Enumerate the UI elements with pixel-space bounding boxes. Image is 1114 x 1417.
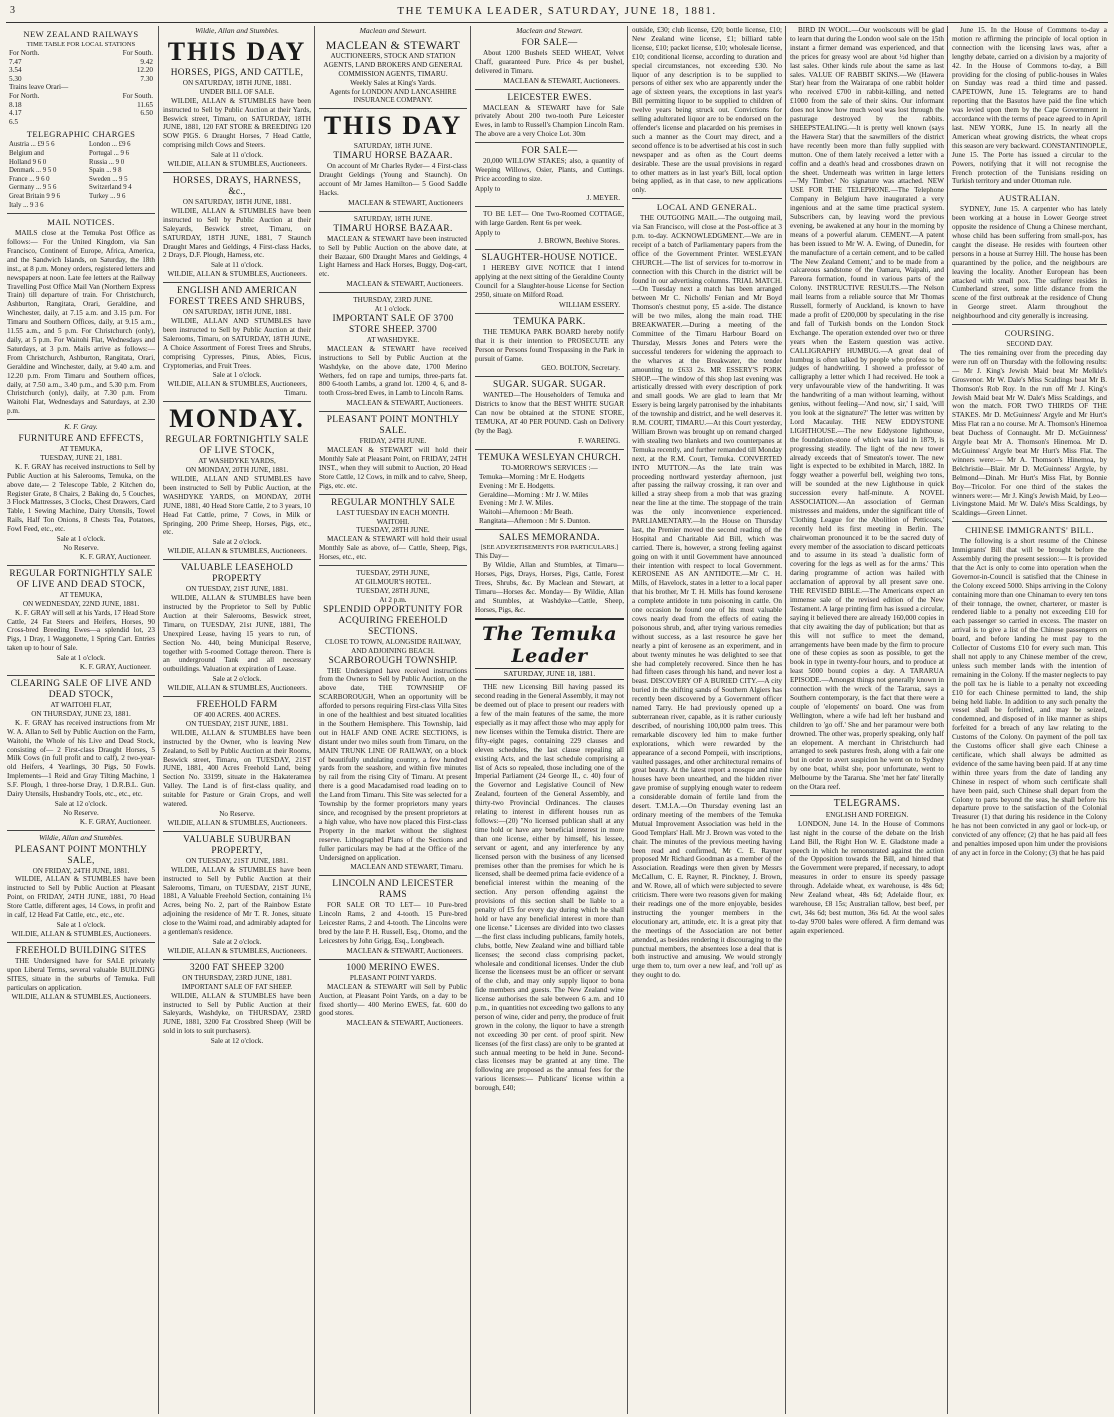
- divider: [952, 324, 1107, 325]
- chinese-bill-title: CHINESE IMMIGRANTS' BILL.: [965, 525, 1094, 536]
- table-row: [7, 101, 155, 110]
- telegrams-continued: June 15. In the House of Commons to-day a motion re affirming the principle of local option in connection with the licensing laws was, after a lengthy debate, carried on a division by a majority of 42. In the House of Commons to-day, a Bill providing for the closing of public-houses in Wales on Sunday was read a third time and passed. CAPETOWN, June 15. Telegrams are to hand reporting that the Basutos have paid the fine which was levied upon them by the Cape Government in accordance with the terms of peace agreed to in April last. NEW YORK, June 15. In nearly all the American wheat growing districts, the wheat crops this season are very backward. CONSTANTINOPLE, June 15. The Porte has issued a circular to the Powers, notifying that it will not recognise the French protection of the Tunisians residing on Turkish territory and under Ottoman rule.: [952, 26, 1107, 186]
- ad-text: On account of Mr Charles Ryder— 4 First-class Draught Geldings (Young and Staunch). On account of Mr James Hamilton— 5 Good Saddle Hacks.: [319, 162, 467, 197]
- table-row: [7, 202, 155, 211]
- page-number: 3: [10, 5, 17, 16]
- divider: [163, 696, 311, 697]
- ad-date: FRIDAY, 24TH JUNE.: [359, 437, 427, 446]
- ad-text: MACLEAN & STEWART will Sell by Public Auction, at Pleasant Point Yards, on a day to be fixed shortly— 400 Merino EWES, fat. 600 do good stores.: [319, 982, 467, 1018]
- mail-title: MAIL NOTICES.: [47, 217, 115, 228]
- table-cell: Denmark ... 9 5 0: [9, 167, 57, 175]
- ad-text: MACLEAN & STEWART have been instructed to Sell by Public Auction on the above date, at their Bazaar, 600 Draught Mares and Geldings, 4 Light Harness and Hack Horses, Buggy, Dog-cart, etc.: [319, 234, 467, 279]
- masthead-rule: [6, 22, 1108, 23]
- table-row: [7, 176, 155, 185]
- ad-title: HORSES, DRAYS, HARNESS, &c.,: [172, 175, 302, 197]
- ad-text: WILDIE, ALLAN & STUMBLES have been instructed to Sell by Public Auction at Pleasant Point, on FRIDAY, 24TH JUNE, 1881, 70 Head Store Cattle, different ages, 14 Cows, in profit and in calf, 12 Head Fat Cattle, etc., etc., etc.: [7, 875, 155, 920]
- table-row: [7, 66, 155, 75]
- ad-text: K. F. GRAY has received instructions to Sell by Public Auction at his Salerooms, Temuka, on the above date,— 2 Telescope Table, 2 Kitchen do, Register Grate, 8 Chairs, 2 Baking do, 5 Couches, 3 Flock Mattresses, 3 Clocks, Chest Drawers, Card Table, 1 Sewing Machine, Dairy Utensils, Towel Rails, Half Ton Onions, 8 Chests Tea, Potatoes, Fowl Feed, etc., etc.: [7, 462, 155, 534]
- ad-subtitle: CLOSE TO TOWN, ALONGSIDE RAILWAY, AND ADJOINING BEACH.: [325, 637, 461, 655]
- editorial-continued: outside, £30; club license, £20; bottle license, £10; New Zealand wine license, £1; billiard table license, £10; packet license, £10; wholesale license, £10; conditional license, according to duration and special circumstances, not exceeding £30. No liquor of any description is to be supplied to persons of either sex who are apparently under the age of sixteen years, the exceptions in last year's Bill permitting liquor to be supplied to children of twelve years being struck out. Convictions for selling adulterated liquor are to be endorsed on the offender's license and placarded on his premises in such a manner as the Court may direct, and a second offence is to be advertised at his cost in such newspaper and as often as the Court deems desirable. These are the usual provisions in regard to other matters as in last year's Bill, local option being applied, as in that case, to new applications only.: [632, 26, 782, 195]
- divider: [7, 213, 155, 214]
- ad-reserve: No Reserve.: [63, 544, 99, 552]
- table-cell: 3.54: [9, 66, 22, 75]
- ad-location: AT WASHDYKE YARDS,: [198, 457, 276, 466]
- table-cell: London ... £9 6: [89, 141, 131, 149]
- column-rule: [947, 26, 948, 1414]
- divider: [632, 198, 782, 199]
- divider: [475, 313, 624, 314]
- table-cell: Portugal ... 9 6: [89, 149, 130, 157]
- ad-title: SCARBOROUGH TOWNSHIP.: [328, 655, 458, 666]
- column-6: [787, 26, 947, 1414]
- divider: [952, 521, 1107, 522]
- table-cell: Trains leave Orari—: [9, 83, 69, 92]
- table-cell: France ... 9 6 0: [9, 175, 50, 183]
- divider: [163, 282, 311, 283]
- ad-text: K. F. GRAY has received instructions from Mr W. A. Allan to Sell by Public Auction on the Farm, Waitohi, the Whole of his Live and Dead Stock, consisting of— 2 First-class Draught Horses, 5 Milk Cows (in full profit and to calf), 2 two-year-old Heifers, 4 Yearlings, 30 Pigs, 50 Fowls. Implements—1 Reid and Gray Tilting Machine, 1 S.F. Plough, 1 three-horse Dray, 1 D.R.B.L. Gun. Dairy Utensils, Husbandry Tools, etc., etc., etc.: [7, 718, 155, 799]
- auctioneer-heading: Wildie, Allan and Stumbles.: [194, 26, 280, 35]
- ad-signature: GEO. BOLTON, Secretary.: [541, 364, 620, 373]
- table-cell: For South.: [122, 49, 153, 57]
- table-row: [7, 58, 155, 67]
- ad-text: MACLEAN & STEWART will hold their Monthly Sale at Pleasant Point, on FRIDAY, 24TH INST., when they will submit to Auction, 20 Head Store Cattle, 12 Cows, in milk and to calve, Sheep, Pigs, etc. etc.: [319, 446, 467, 490]
- ad-signature: F. WAREING.: [578, 436, 620, 445]
- ad-text: WILDIE, ALLAN & STUMBLES have been instructed by the Proprietor to Sell by Public Auction at their Salerooms, Beswick street, Timaru, on TUESDAY, 21st JUNE, 1881, The Unexpired Lease, having 15 years to run, of Section No. 440, being Municipal Reserve, together with 5-roomed Cottage thereon. There is an underground Tank and all necessary outbuildings. Valuation at expiration of Lease.: [163, 594, 311, 674]
- ad-signature: MACLEAN & STEWART, Auctioneers.: [346, 399, 463, 408]
- divider: [319, 292, 467, 293]
- divider: [7, 830, 155, 831]
- telegraphic-charges-table: [7, 141, 155, 210]
- ad-text: WILDIE, ALLAN & STUMBLES have been instructed to Sell by Public Auction at their Saleyards, Washdyke, on THURSDAY, 23RD JUNE, 1881, 3200 Fat Crossbred Sheep (Will be sold in lots to suit purchasers).: [163, 991, 311, 1036]
- ad-date: SATURDAY, 18TH JUNE.: [353, 214, 433, 223]
- ad-date: SATURDAY, 18TH JUNE.: [353, 142, 433, 151]
- table-row: [7, 159, 155, 168]
- ad-text: Weekly Sales at King's Yards.: [350, 78, 436, 87]
- ad-title: SPLENDID OPPORTUNITY FOR ACQUIRING FREEHOLD SECTIONS.: [323, 604, 463, 637]
- ad-date: TUESDAY, 28TH JUNE.: [356, 526, 430, 535]
- ad-signature: J. MEYER.: [586, 193, 620, 202]
- ad-title: HORSES, PIGS, AND CATTLE,: [170, 67, 304, 78]
- divider: [475, 142, 624, 143]
- ad-text: MACLEAN & STEWART will hold their usual Monthly Sale as above, of— Cattle, Sheep, Pigs, Horses, etc., etc.: [319, 535, 467, 562]
- table-cell: Turkey ... 9 6: [89, 192, 126, 200]
- ad-location: AT WAITOHI FLAT,: [50, 700, 112, 709]
- divider: [319, 565, 467, 566]
- ad-date: ON TUESDAY, 21ST JUNE, 1881.: [185, 585, 289, 594]
- column-rule: [785, 26, 786, 1414]
- ad-date: TUESDAY, JUNE 21, 1881.: [40, 453, 122, 462]
- table-cell: Austria ... £9 5 6: [9, 141, 55, 149]
- ad-signature: K. F. GRAY, Auctioneer.: [79, 552, 151, 561]
- table-row: [7, 92, 155, 101]
- divider: [7, 419, 155, 420]
- ad-text: WILDIE, ALLAN & STUMBLES have been instructed to Sell by Public Auction at their Saleyards, Beswick street, Timaru, on SATURDAY, 18TH JUNE, 1881, 7 Staunch Draught Mares and Geldings, 4 First-class Hacks, 2 Drays, D.F. Plough, Harness, etc.: [163, 206, 311, 260]
- ad-sale-time: Sale at 11 o'clock.: [210, 151, 264, 160]
- ad-text: I HEREBY GIVE NOTICE that I intend applying at the next sitting of the Geraldine County Council for a Slaughter-house License for Section 2950, situate on Milford Road.: [475, 264, 624, 300]
- table-cell: 6.5: [9, 117, 18, 126]
- ad-text: WILDIE, ALLAN AND STUMBLES have been instructed to Sell by Public Auction, at the WASHDYKE YARDS, on MONDAY, 20TH JUNE, 1881, 40 Head Store Cattle, 2 to 3 years, 10 Head Fat Cattle, prime, 7 Cows, in Milk or Springing, 200 Prime Sheep, Horses, Pigs, etc., etc.: [163, 475, 311, 537]
- ad-text: WILDIE, ALLAN & STUMBLES have been instructed to Sell by Public Auction at their Salerooms, Timaru, on TUESDAY, 21ST JUNE, 1881, A Valuable Freehold Section, containing 1¼ Acres, being No. 2, part of the Rainbow Estate adjoining the residence of Mr T. R. Jones, situate close to the Waimi road, and admirably adapted for a gentleman's residence.: [163, 865, 311, 937]
- ad-sale-time: Sale at 1 o'clock.: [56, 535, 106, 544]
- ad-date: ON SATURDAY, 18TH JUNE, 1881.: [182, 197, 292, 206]
- table-cell: 4.17: [9, 109, 22, 118]
- ad-signature: WILDIE, ALLAN & STUMBLES, Auctioneers.: [167, 547, 307, 556]
- ad-date: ON THURSDAY, 23RD JUNE, 1881.: [182, 973, 292, 982]
- ad-text: THE Undersigned have for SALE privately upon Liberal Terms, several valuable BUILDING SITES, situate in the suburbs of Temuka. Full particulars on application.: [7, 956, 155, 992]
- local-general-title: LOCAL AND GENERAL.: [656, 202, 758, 213]
- table-row: [7, 49, 155, 58]
- column-4: [472, 26, 627, 1414]
- ad-text: WILDIE, ALLAN AND STUMBLES have been instructed to Sell by Public Auction at their Salerooms, Timaru, on SATURDAY, 18TH JUNE, A Choice Assortment of Forest Trees and Shrubs, comprising Cypresses, Pinus, Abies, Ficus, Cryptomerias, and Fruit Trees.: [163, 317, 311, 370]
- table-cell: 7.30: [140, 74, 153, 83]
- ad-title: CLEARING SALE OF LIVE AND DEAD STOCK,: [10, 678, 152, 700]
- memo-text: By Wildie, Allan and Stumbles, at Timaru—Horses, Pigs, Drays, Horses, Pigs, Cattle, Forest Trees, Shrubs, &c. By Maclean and Stewart, at Timaru—Horses &c. Monday— By Wildie, Allan and Stumbles, at Washdyke—Cattle, Sheep, Horses, Pigs, &c.: [475, 561, 624, 614]
- divider: [475, 249, 624, 250]
- ad-date: ON SATURDAY, 18TH JUNE, 1881.: [182, 308, 292, 317]
- australian-title: AUSTRALIAN.: [998, 193, 1061, 204]
- ad-text: K. F. GRAY will sell at his Yards, 17 Head Store Cattle, 24 Fat Steers and Heifers, Horses, 90 Cross-bred Breeding Ewes—a splendid lot, 23 Pigs, 1 Dray, 1 Waggonette, 1 Spring Cart. Entries taken up to hour of Sale.: [7, 608, 155, 653]
- railway-timetable: [7, 49, 155, 126]
- divider: [475, 618, 624, 620]
- ad-title: ENGLISH AND AMERICAN FOREST TREES AND SHRUBS,: [168, 286, 306, 308]
- ad-sale-time: Sale at 1 o'clock.: [56, 921, 106, 929]
- divider: [7, 675, 155, 676]
- ad-title: 3200 FAT SHEEP 3200: [189, 962, 285, 973]
- auctioneer-heading: Maclean and Stewart.: [516, 26, 583, 35]
- coursing-title: COURSING.: [1004, 328, 1055, 339]
- ad-signature: MACLEAN & STEWART, Auctioneers.: [346, 280, 463, 289]
- list-item: Temuka—Morning : Mr E. Hodgetts: [479, 472, 585, 481]
- mail-notice: [7, 229, 155, 416]
- ad-subtitle: UNDER BILL OF SALE.: [199, 87, 275, 96]
- telegrams-text: LONDON, June 14. In the House of Commons last night in the course of the debate on the Irish Land Bill, the Right Hon W. E. Gladstone made a speech in which he remonstrated against the action of the Opposition towards the Bill, and hinted that the Government were prepared, if necessary, to adopt measures in order to ensure its speedy passage through. Adelaide wheat, ex warehouse, is 48s 6d; New Zealand wheat, 48s 6d; Adelaide flour, ex warehouse, £8 15s; Australian tallow, best beef, per cwt, 34s 6d; best mutton, 36s 6d. At the wool sales to-day 9700 bales were offered. A firm demand was again experienced.: [790, 819, 944, 935]
- newspaper-nameplate: The Temuka Leader: [481, 622, 618, 667]
- ad-title: SUGAR. SUGAR. SUGAR.: [492, 380, 607, 391]
- editorial-text: THE new Licensing Bill having passed its second reading in the General Assembly, it may not be deemed out of place to present our readers with a few of the main features of the same, the more especially as it may affect those who may apply for new licenses within the Temuka district. There are fifty-eight pages, containing 229 clauses and eleven schedules, the last clause repealing all existing Acts, and the last schedule comprising a list of Acts so repealed, those including one of the Imperial Parliament (24 George II., c. 40) four of the Governor and Legislative Council of New Zealand, fourteen of the General Assembly, and thirty-two Provincial Ordinances. The clauses relating to interest in different houses run as follows:—(20) "No licensed publican shall at any time hold or have any beneficial interest in more than one license, either by himself, his lessee, servant or agent, and any interference by any licensed person with the business of any licensed premises other than the premises for which he is licensed, shall be deemed prima facie evidence of a beneficial interest within the meaning of the section. Any person offending against the provisions of this section shall be liable to a penalty of £5 for every day during which he shall hold or have any beneficial interest in more than one license." Licenses are divided into two classes—the first class including publicans, family hotels, clubs, bottle, New Zealand wine and billiard table licenses; the second class comprising packet, wholesale and conditional licenses. Under the club license the licensees must be an officer or servant of the club, and may only supply liquor to bona fide members and guests. The New Zealand wine license authorises the sale between 6 a.m. and 10 p.m., in quantities not exceeding two gallons to any person of wine, cider and perry, the produce of fruit grown in the colony, the liquor to have a strength not exceeding 30 per cent. of proof spirit. New licenses (of the first class) are only to be granted at such annual meeting to be held in June. Second-class licenses may be granted at any time. The following are proposed as the annual fees for the various licenses:— Publicans' license within a borough, £40;: [475, 683, 624, 1093]
- table-cell: 6.50: [140, 109, 153, 118]
- column-3: [316, 26, 470, 1414]
- ad-signature: K. F. GRAY, Auctioneer.: [79, 663, 151, 672]
- ad-signature: MACLEAN AND STEWART, Timaru.: [350, 863, 463, 872]
- table-cell: 8.18: [9, 100, 22, 109]
- monday-heading: MONDAY.: [169, 404, 305, 434]
- table-cell: Holland 9 6 0: [9, 158, 47, 166]
- ad-title: IMPORTANT SALE OF 3700 STORE SHEEP. 3700: [332, 313, 454, 335]
- table-cell: Spain ... 9 8: [89, 167, 122, 175]
- table-cell: For South.: [122, 91, 153, 100]
- ad-title: TIMARU HORSE BAZAAR.: [333, 223, 453, 234]
- list-item: Rangitata—Afternoon : Mr S. Dunton.: [479, 517, 591, 526]
- column-7: [949, 26, 1110, 1414]
- ad-title: LINCOLN AND LEICESTER RAMS: [332, 879, 454, 901]
- coursing-subtitle: SECOND DAY.: [1006, 340, 1053, 349]
- column-1: [4, 26, 158, 1414]
- column-rule: [314, 26, 315, 1414]
- coursing-text: The ties remaining over from the preceding day were run off on Thursday with the following results:— Mr J. King's Jewish Maid beat Mr Melkle's Grosvenor. Mr W. Dale's Miss Scaldings beat Mr B. Thomson's Rob Roy. In the run off Mr J. King's Jewish Maid beat Mr W. Dale's Miss Scaldings, and won the match. FOR TWO THIRDS OF THE STAKES. Mr D. McGuinness' Argyle and Mr Hurt's Miss Flat ran a no course. Mr A. Thomson's Hinemoa beat Duchess of Connaught. Mr D. McGuinness' Argyle beat Mr A. Thomson's Hinemoa. Mr D. McGuinness' Argyle beat Mr Hurt's Miss Flat. The winners were:— Mr A. Thomson's Hinemoa, by Belchristie—Blair. Mr D. McGuinness' Argyle, by Belmond—Dinah. Mr Hurt's Miss Flat, by Bonnie Boy—Tricolor. For one third of the stakes the winners were:— Mr J. King's Jewish Maid, by Leo—Livingstone Maid. Mr W. Dale's Miss Scaldings, by Scaldings—Green Linnet.: [952, 349, 1107, 518]
- ad-title: SLAUGHTER-HOUSE NOTICE.: [481, 253, 618, 264]
- ad-signature: MACLEAN & STEWART, Auctioneers.: [346, 1019, 463, 1028]
- railway-subtitle: TIME TABLE FOR LOCAL STATIONS: [26, 41, 136, 48]
- ad-date: TUESDAY, 28TH JUNE,: [356, 586, 430, 595]
- table-cell: Russia ... 9 0: [89, 158, 125, 166]
- ad-text: FOR SALE OR TO LET— 10 Pure-bred Lincoln Rams, 2 and 4-tooth. 15 Pure-bred Leicester Rams, 2 and 4-tooth. The Lincolns were bred by the late P. H. Russell, Esq., Otomo, and the Leicesters by John Grigg, Esq., Longbeach.: [319, 901, 467, 945]
- divider: [163, 172, 311, 173]
- ad-title: REGULAR FORTNIGHTLY SALE OF LIVE STOCK,: [165, 435, 309, 457]
- ad-date: ON TUESDAY, 21ST JUNE, 1881.: [185, 719, 289, 728]
- ad-title: FOR SALE—: [521, 37, 578, 48]
- column-2: [160, 26, 314, 1414]
- ad-sale-time: Sale at 2 o'clock.: [212, 937, 262, 946]
- ad-title: TIMARU HORSE BAZAAR.: [333, 151, 453, 162]
- this-day-heading: THIS DAY: [167, 36, 307, 66]
- ad-signature: MACLEAN & STEWART, Auctioneers.: [346, 946, 463, 955]
- divider: [319, 108, 467, 109]
- section-title: SALES MEMORANDA.: [499, 533, 600, 544]
- ad-apply: Apply to: [475, 184, 501, 193]
- ad-date: TUESDAY, 29TH JUNE,: [356, 569, 430, 578]
- this-day-heading: THIS DAY: [323, 111, 463, 141]
- ad-title: LEICESTER EWES.: [507, 92, 592, 103]
- ad-reserve: No Reserve.: [219, 810, 255, 818]
- column-5: [629, 26, 785, 1414]
- divider: [163, 401, 311, 402]
- divider: [319, 875, 467, 876]
- ad-signature: WILDIE, ALLAN & STUMBLES, Auctioneers.: [11, 929, 151, 938]
- table-row: [7, 167, 155, 176]
- column-rule: [627, 26, 628, 1414]
- table-row: [7, 109, 155, 118]
- ad-sale-time: Sale at 12 o'clock.: [210, 1037, 264, 1046]
- divider: [163, 559, 311, 560]
- table-cell: For North.: [9, 49, 40, 57]
- ad-text: About 1200 Bushels SEED WHEAT, Velvet Chaff, guaranteed Pure. Price 4s per bushel, delivered in Timaru.: [475, 48, 624, 75]
- table-row: [7, 184, 155, 193]
- australian-text: SYDNEY, June 15. A carpenter who has lately been working at a house in Lower George street opposite the residence of Chung a Chinese merchant, whose child has been suffering from small-pox, has caught the disease. He resides with fourteen other persons in a house at Surrey Hill. The house has been quarantined by the police, and the neighbours are leaving the locality. Another European has been attacked with small pox. The sufferer resides in Cumberland street, some little distance from the scene of the first outbreak at the residence of Chung in George street. Alarm throughout the neighbourhood and city generally is increasing.: [952, 205, 1107, 321]
- table-row: [7, 75, 155, 84]
- ad-signature: MACLEAN & STEWART, Auctioneers.: [503, 76, 620, 85]
- section-subtitle: [SEE ADVERTISEMENTS FOR PARTICULARS.]: [480, 544, 619, 552]
- ad-date: ON FRIDAY, 24TH JUNE, 1881.: [32, 866, 130, 875]
- ad-title: FREEHOLD BUILDING SITES: [15, 945, 147, 956]
- ad-signature: WILDIE, ALLAN & STUMBLES, Auctioneers.: [11, 993, 151, 1002]
- ad-text: MACLEAN & STEWART have received instructions to Sell by Public Auction at the Washdyke, on the above date, 1700 Merino Wethers, fed on rape and turnips, three-parts fat. 800 6-tooth Lambs, a grand lot. 1200 4, 6, and 8-tooth Cross-bred Ewes, in Lamb to Lincoln Rams.: [319, 344, 467, 398]
- ad-text: 20,000 WILLOW STAKES; also, a quantity of Weeping Willows, Osier, Plants, and Cuttings. Price according to size.: [475, 157, 624, 183]
- divider: [319, 211, 467, 212]
- ad-signature: J. BROWN, Beehive Stores.: [538, 237, 620, 246]
- ad-title: FREEHOLD FARM: [196, 700, 278, 711]
- table-row: [7, 150, 155, 159]
- masthead: [0, 0, 1114, 22]
- column-rule: [158, 26, 159, 1414]
- auctioneer-heading: K. F. Gray.: [64, 422, 98, 432]
- ad-signature: WILDIE, ALLAN & STUMBLES, Auctioneers.: [167, 160, 307, 169]
- ad-signature: WILDIE, ALLAN & STUMBLES, Auctioneers.: [167, 946, 307, 955]
- divider: [790, 795, 944, 796]
- divider: [319, 959, 467, 960]
- divider: [952, 189, 1107, 190]
- table-row: [7, 141, 155, 150]
- ad-sale-time: Sale at 1 o'clock.: [56, 654, 106, 663]
- ad-sale-time: Sale at 11 o'clock.: [210, 261, 264, 270]
- ad-text: THE TEMUKA PARK BOARD hereby notify that it is their intention to PROSECUTE any Person or Persons found Trespassing in the Park in pursuit of Game.: [475, 327, 624, 363]
- ad-text: MACLEAN & STEWART have for Sale privately About 200 two-tooth Pure Leicester Ewes, in lamb to Russell's Champion Lincoln Ram. The above are a very Choice Lot. 30m: [475, 103, 624, 139]
- ad-reserve: No Reserve.: [63, 808, 99, 817]
- ad-subtitle: TO-MORROW'S SERVICES :—: [501, 463, 598, 472]
- ad-subtitle: PLEASANT POINT YARDS.: [349, 973, 437, 982]
- telegrams-subtitle: ENGLISH AND FOREIGN.: [825, 810, 909, 819]
- local-general-text: THE OUTGOING MAIL.—The outgoing mail, via San Francisco, will close at the Post-office at 3 p.m. to-day. ACKNOWLEDGMENT.—We are in receipt of a batch of Parliamentary papers from the office of the Government Printer. WESLEYAN CHURCH.—The list of services for to-morrow in connection with this Church in the district will be found in our advertising columns. TRIAL MATCH.—On Tuesday next a match has been arranged between Mr C. Nicholls' Fenian and Mr Boyd Thomson's chestnut pony, £5 a-side. The distance will be two miles, along the main road. THE BREAKWATER.—During a meeting of the Committee of the Timaru Harbour Board on Thursday, Messrs Jones and Peters were the successful tenderers for widening the approach to the wharves at the Breakwater, the tender amounting to £633 2s. MR ESSERY'S PORK SHOP.—The window of this shop last evening was artistically dressed with every description of pork and small goods. We are glad to learn that Mr Essery is being largely patronised by the inhabitants of the township and district, and he well deserves it. R.M. COURT, TIMARU.—At this Court yesterday, William Brown was brought up on remand charged with stealing two blankets and two counterpanes at Temuka recently, and further remanded till Monday next, at the R.M. Court, Temuka. CONVERTED INTO MUTTON.—As the late train was proceeding northward yesterday afternoon, just after passing the railway crossing, it ran over and killed a stray sheep from a mob that was grazing near the line at the time. The stoppage of the train was the only inconvenience experienced. PARLIAMENTARY.—In the House on Thursday last, the Premier moved the second reading of the Hospital and Charitable Aid Bill, which was carried. There is, however, a strong feeling against going on with it until Government have announced their intention with respect to local Government. KEROSENE AS AN ANTIDOTE.—Mr C. H. Mills, of Havelock, states in a letter to a local paper that his brother, Mr T. H. Mills has found kerosene a complete antidote in tutu poisoning in cattle. On one occasion he found one of his most valuable cows nearly dead from the effects of eating the poisonous shrub, and, after trying various remedies without success, as a last resource he gave her nearly a pint of kerosene as an experiment, and in about twenty minutes he was delighted to see that she had completely recovered. Since then he has had fifteen cases through his hand, and never lost a beast. DISCOVERY OF A BURIED CITY.—A city buried in the shifting sands of Southern Algiers has recently been discovered by a Government officer named Tarry. He had previously opened up a subterranean river, capable, as it is rather curiously described, of nourishing 100,000 palm trees. This remarkable discovery led him to make further explorations, which were rewarded by the appearance of a second Pompeii, with inscriptions, vaulted passages, and other architectural remains of great beauty. At the latest report a mosque and nine houses have been unearthed, and the hidden river gave promise of supplying enough water to redeem a considerable domain of fertile land from the desert. T.M.I.A.—On Thursday evening last an ordinary meeting of the members of the Temuka Mutual Improvement Association was held in the Good Templars' Hall. Mr J. Brown was voted to the chair. The minutes of the previous meeting having been read and confirmed, Mr C. E. Rayner proposed Mr Richard Goodman as a member of the Association. Readings were then given by Messrs McCallum, C. E. Rayner, R. Pinckney, J. Brown, and W. Rowe, all of which were subjected to severe criticism. There were two reasons given for making their readings one of the more enjoyable, besides instructing the younger members in the elocutionary art, attitude, etc. It is a great pity that the meetings of the Association are not better attended, as besides rendering it discouraging to the punctual members, the absentees lose a deal that is both instructive and amusing. We would strongly urge them to, turn over a new leaf, and 'roll up' as they ought to do.: [632, 214, 782, 980]
- ad-location: AT TEMUKA,: [59, 590, 103, 599]
- ad-title: MACLEAN & STEWART: [325, 37, 461, 52]
- ad-text: TO BE LET— One Two-Roomed COTTAGE, with large Garden. Rent 6s per week.: [475, 209, 624, 227]
- ad-location: AT TEMUKA,: [59, 445, 103, 454]
- ad-title: PLEASANT POINT MONTHLY SALE.: [326, 415, 460, 437]
- divider: [7, 565, 155, 566]
- ad-text: WILDIE, ALLAN & STUMBLES have been instructed by the Owner, who is leaving New Zealand, to Sell by Public Auction at their Rooms, Beswick street, Timaru, on TUESDAY, 21ST JUNE, 1881, 400 Acres Freehold Land, being Section No. 33199, situate in the Hakateramea Valley. The Land is of first-class quality, and suitable for Pasture or Grain Crops, and well watered.: [163, 728, 311, 809]
- table-cell: Germany ... 9 5 6: [9, 184, 57, 192]
- table-cell: [103, 83, 155, 92]
- auctioneer-heading: Wildie, Allan and Stumbles.: [38, 832, 124, 842]
- ad-title: VALUABLE LEASEHOLD PROPERTY: [180, 563, 294, 585]
- ad-date: ON SATURDAY, 18TH JUNE, 1881.: [182, 78, 292, 87]
- table-cell: 5.30: [9, 74, 22, 83]
- table-cell: 11.65: [137, 100, 153, 109]
- ad-text: WANTED—The Householders of Temuka and Districts to know that the BEST WHITE SUGAR Can now be obtained at the STONE STORE, TEMUKA, AT 40 PER POUND. Cash on Delivery (by the Bag).: [475, 391, 624, 435]
- list-item: Evening : Mr J. W. Miles.: [479, 499, 554, 508]
- table-cell: 12.20: [136, 66, 153, 75]
- table-row: [7, 118, 155, 127]
- table-cell: Switzerland 9 4: [89, 184, 132, 192]
- table-cell: For North.: [9, 91, 40, 100]
- ad-date: THURSDAY, 23RD JUNE.: [353, 296, 433, 305]
- ad-subtitle: IMPORTANT SALE OF FAT SHEEP.: [181, 982, 293, 991]
- table-cell: Great Britain 9 9 6: [9, 192, 60, 200]
- chinese-bill-text: The following is a short resume of the Chinese Immigrants' Bill that will be brought before the Assembly during the present session:— It is provided that the Act is only to come into operation when the Governor-in-Council is satisfied that the Chinese in the Colony exceed 5000. Ships arriving in the Colony containing more than one Chinaman to every ten tons of their tonnage, the owner, charterer, or master is rendered liable to a penalty not exceeding £10 for each passenger so carried in excess. The master on arrival is to give a list of the Chinese passengers on board, and before landing he must pay to the Collector of Customs £10 for every such man. This shall not apply to any Chinese member of the crew, unless such member lands with the intention of remaining in the Colony. If the master neglects to pay the poll tax he is liable to a penalty not exceeding £10 for each Chinese permitted to land, the ship being held liable. In addition to any such penalty the vessel shall be forfeited, and may be seized, condemned, and disposed of in like manner as ships forfeited for a breach of any law relating to the Customs of the Colony. On payment of the poll tax the Customs officer shall give each Chinese a certificate, which shall always be admitted as evidence of the same having been paid. If at any time within three years from the date of landing any Chinese in respect of whom such certificate shall have been paid, such Chinese shall depart from the Colony to parts beyond the seas, he shall before his departure prove to the satisfaction of the Colonial Treasurer (1) that during his residence in the Colony he has not been convicted in any gaol or lock-up, or convicted of any offence; (2) that he has paid all fees and penalties imposed upon him under the provisions of any act in force in the Colony; (3) that he has paid: [952, 537, 1107, 857]
- divider: [319, 494, 467, 495]
- ad-sale-time: At 1 o'clock.: [374, 305, 412, 314]
- ad-text: THE Undersigned have received instructions from the Owners to Sell by Public Auction, on the above date, THE TOWNSHIP OF SCARBOROUGH, When an opportunity will be afforded to persons requiring First-class Villa Sites in one of the healthiest and best situated localities in the Southern Hemisphere. This Township, laid out in HALF AND ONE ACRE SECTIONS, is distant under two miles south from Timaru, on the MAIN TRUNK LINE OF RAILWAY, on a block of beautifully undulating country, a few hundred yards from the seashore, and within five minutes by rail from the rising City of Timaru. At present there is a good Macadamised road leading on to the Land from Timaru. This Site was selected for a Township by the former proprietors many years since, and recognised by the present proprietors at a high value, who have now placed this First-class Property in the market without the slightest reserve. Lithographed Plans of the Sections and fuller particulars may be had at the Office of the Undersigned on application.: [319, 666, 467, 862]
- table-row: [7, 83, 155, 92]
- ad-sale-time: Sale at 2 o'clock.: [212, 538, 262, 547]
- ad-date: ON WEDNESDAY, 22ND JUNE, 1881.: [22, 599, 140, 608]
- ad-signature: WILDIE, ALLAN & STUMBLES, Auctioneers, Timaru.: [167, 380, 307, 398]
- ad-title: PLEASANT POINT MONTHLY SALE,: [14, 844, 148, 866]
- masthead-title: THE TEMUKA LEADER, SATURDAY, JUNE 18, 1881.: [397, 5, 717, 17]
- divider: [475, 376, 624, 377]
- divider: [163, 959, 311, 960]
- ad-date: ON MONDAY, 20TH JUNE, 1881.: [185, 466, 289, 475]
- ad-title: 1000 MERINO EWES.: [346, 962, 440, 973]
- table-cell: [87, 202, 155, 211]
- list-item: Geraldine—Morning : Mr J. W. Miles: [479, 490, 589, 499]
- ad-title: TEMUKA WESLEYAN CHURCH.: [478, 452, 621, 463]
- divider: [475, 449, 624, 450]
- ad-signature: MACLEAN & STEWART, Auctioneers: [348, 198, 463, 207]
- ad-text: WILDIE, ALLAN & STUMBLES have been instructed to Sell by Public Auction at their Yards, Beswick street, Timaru, on SATURDAY, 18TH JUNE, 1881, 120 FAT STORE & BREEDING 120 SOW PIGS. 6 Draught Horses, 7 Head Cattle, comprising milch Cows and Steers.: [163, 96, 311, 150]
- ad-title: FOR SALE—: [521, 146, 578, 157]
- ad-subtitle: AUCTIONEERS, STOCK AND STATION AGENTS, LAND BROKERS AND GENERAL COMMISSION AGENTS, TIMARU.: [323, 51, 463, 78]
- ad-sale-time: Sale at 2 o'clock.: [212, 675, 262, 684]
- ad-sale-time: At 2 p.m.: [379, 595, 407, 604]
- divider: [475, 89, 624, 90]
- memo-today: This Day—: [475, 552, 509, 561]
- list-item: Evening : Mr E. Hodgetts.: [479, 481, 555, 490]
- ad-signature: WILDIE, ALLAN & STUMBLES, Auctioneers.: [167, 684, 307, 693]
- telegraphic-title: TELEGRAPHIC CHARGES: [26, 129, 136, 140]
- divider: [475, 529, 624, 530]
- ad-location: AT GILMOUR'S HOTEL.: [354, 577, 432, 586]
- ad-date: ON TUESDAY, 21ST JUNE, 1881.: [185, 856, 289, 865]
- ad-subtitle: OF 400 ACRES. 400 ACRES.: [193, 711, 281, 720]
- ad-title: TEMUKA PARK.: [513, 316, 586, 327]
- ad-signature: K. F. GRAY, Auctioneer.: [79, 817, 151, 826]
- ad-title: REGULAR FORTNIGHTLY SALE OF LIVE AND DEAD STOCK,: [9, 568, 153, 590]
- divider: [163, 831, 311, 832]
- table-row: [7, 193, 155, 202]
- services-list: [475, 473, 624, 526]
- list-item: Waitohi—Afternoon : Mr Beath.: [479, 508, 574, 517]
- table-cell: Belgium and: [9, 149, 44, 157]
- ad-date: ON THURSDAY, JUNE 23, 1881.: [31, 709, 131, 718]
- auctioneer-heading: Maclean and Stewart.: [359, 26, 427, 35]
- local-general-continued: BIRD IN WOOL.—Our woolscouts will be glad to learn that during the London wool sale on the 15th instant a firmer demand was experienced, and that the prices for greasy wool are about ½d higher than last sales. Other kinds rule about the same as last sales. VALUE OF RABBIT SKINS.—We (Hawera Star) hear from the Wairarapa of one rabbit holder who received £700 in rabbit-killing, and netted £1000 from the sale of their skins. Our informant does not know how much wool was lost through the pasturage destroyed by the rabbits. SHEEPSTEALING.—It is pretty well known (says the Hawera Star) that the sawmillers of the district have recently been more than fully supplied with mutton. One of them lately received a letter with a coffin and a death's head and crossbones drawn on the sheet. Underneath was written in large letters—'My Timber.' No signature was attached. NEW USE FOR THE TELEPHONE.—The Telephone Company in Belgium have inaugurated a very ingenious and at the same time practical system. Subscribers can, by leaving word the previous evening, be awakened at any hour in the morning by means of a powerful alarum. CEMENT.—A patent has been issued to Mr W. A. Ewing, of Dunedin, for the manufacture of a certain cement, and to be called 'The New Zealand Cement,' and to be made from a calcareous sandstone of the Oamaru, Waipahi, and Pareora formation, found in various parts of the Colony. INSTRUCTIVE RESULTS.—The Nelson mail learns from a reliable source that Mr Thomas Russell, formerly of Auckland, is known to have made a profit of £200,000 by speculating in the rise and fall of Turkish bonds on the London Stock Exchange. The operation extended over two or three years when the Eastern question was active. CALLIGRAPHY HUMBUG.—A great deal of humbug is often talked by people who profess to be judges of handwriting. I showed a professor of calligraphy a letter which I had received. He took a very unfavourable view of the handwriting. It was the handwriting of a man without learning, without genius, without feeling—'And now, sir,' I said, 'will you look at the signature?' The letter was written by Lord Macaulay. THE NEW EDDYSTONE LIGHTHOUSE.—The new Eddystone lighthouse, the foundation-stone of which was laid in 1879, is progressing steadily. The light of the new tower already exceeds that of Smeaton's tower. The new light is expected to be exhibited in March, 1882. In foggy weather a powerful bell, weighing two tons, will be sounded at the new Lighthouse in quick succession every half-minute. A NOVEL ASSOCIATION.—An association of German mistresses and maidens, under the significant title of 'Clothing League for the Abolition of Petticoats,' recently held its first meeting in Berlin. The chairwoman pronounced it to be the sacred duty of every member of the association to discard petticoats and to assume in its stead 'a dualistic form of covering for the legs as well as for the arms.' This daring programme of action was hailed with acclamation of approval by all present save one. THE REVISED BIBLE.—The Americans expect an immense sale of the revised edition of the New Testament. A large printing firm has issued a circular, saying it believed there are already 160,000 copies in that city awaiting the day of publication; but that as this will not suffice to meet the demand, arrangements have been made by the firm to procure one of these copies as soon as possible, to get the book in type in twenty-four hours, and to produce at least 5000 bound copies a day. A TARARUA EPISODE.—Amongst things not generally known in connection with the wreck of the Tararua, says a Southern contemporary, is the fact that there were a couple of 'elopements' on board. One was from Wellington, where a wife had left her husband and children to 'go off.' She and her paramour were both drowned. The other was, properly speaking, only half an elopement. A merchant in Christchurch had arranged to seek pastures fresh, along with a fair one but in order to avert suspicion he went on to Sydney by one boat, whilst she, poor unfortunate, went to Melbourne by the Tararua. She 'met her fate' literally on the Otara reef.: [790, 26, 944, 792]
- table-cell: 7.47: [9, 57, 22, 66]
- divider: [7, 942, 155, 943]
- ad-signature: WILDIE, ALLAN & STUMBLES, Auctioneers.: [167, 270, 307, 279]
- ad-title: REGULAR MONTHLY SALE: [331, 497, 455, 508]
- telegrams-title: TELEGRAMS.: [833, 797, 901, 809]
- ad-title: FURNITURE AND EFFECTS,: [18, 434, 144, 445]
- divider: [319, 411, 467, 412]
- ad-text: Agents for LONDON AND LANCASHIRE INSURANCE COMPANY.: [329, 87, 457, 105]
- railway-title: NEW ZEALAND RAILWAYS: [23, 29, 139, 39]
- column-rule: [470, 26, 471, 1414]
- ad-sale-time: Sale at 1 o'clock.: [212, 371, 262, 380]
- ad-location: WAITOHI.: [376, 517, 410, 526]
- divider: [475, 206, 624, 207]
- table-cell: Sweden ... 9 5: [89, 175, 128, 183]
- mail-text: MAILS close at the Temuka Post Office as follows:— For the United Kingdom, via San Francisco, Continent of Europe, Africa, America, and the Sandwich Islands, on Saturday, the 18th inst., at 8 p.m. Money orders, registered letters and newspapers at noon. Late fee letters at the Railway Travelling Post Office Mail Van (Northern Express Train) till departure of train. For Christchurch, Ashburton, Rangitata, Orari, Geraldine, and Winchester, daily, at 7.15 a.m. and 3.15 p.m. For Timaru and Southern Offices, daily, at 9.15 a.m., 11.55 a.m., and 5 p.m. For Christchurch (only), daily, at 5 p.m. For Waitohi Flat, Wednesdays and Saturdays, at 3 p.m. Mails arrive as follows:— From Christchurch, Ashburton, Rangitata, Orari, Geraldine and Winchester, daily, at 9.40 a.m. and 12.20 p.m. From Timaru and Southern offices, daily, at 7.50 a.m., 3.40 p.m., and 5.30 p.m. From Christchurch (only), daily, at 7.30 p.m. From Waitohi Flat, Wednesdays and Saturdays, at 2.30 p.m.: [7, 229, 155, 416]
- editorial-dateline: SATURDAY, JUNE 18, 1881.: [475, 668, 624, 681]
- ad-signature: WILLIAM ESSERY.: [559, 300, 620, 309]
- ad-apply: Apply to: [475, 228, 501, 237]
- table-cell: 9.42: [140, 57, 153, 66]
- ad-signature: WILDIE, ALLAN & STUMBLES, Auctioneers.: [167, 818, 307, 827]
- table-cell: Italy ... 9 3 6: [9, 201, 44, 209]
- ad-subtitle: LAST TUESDAY IN EACH MONTH.: [336, 508, 450, 517]
- ad-sale-time: Sale at 12 o'clock.: [54, 799, 108, 808]
- ad-title: VALUABLE SUBURBAN PROPERTY,: [183, 834, 291, 856]
- ad-location: AT WASHDYKE.: [366, 335, 420, 344]
- table-cell: [103, 118, 155, 127]
